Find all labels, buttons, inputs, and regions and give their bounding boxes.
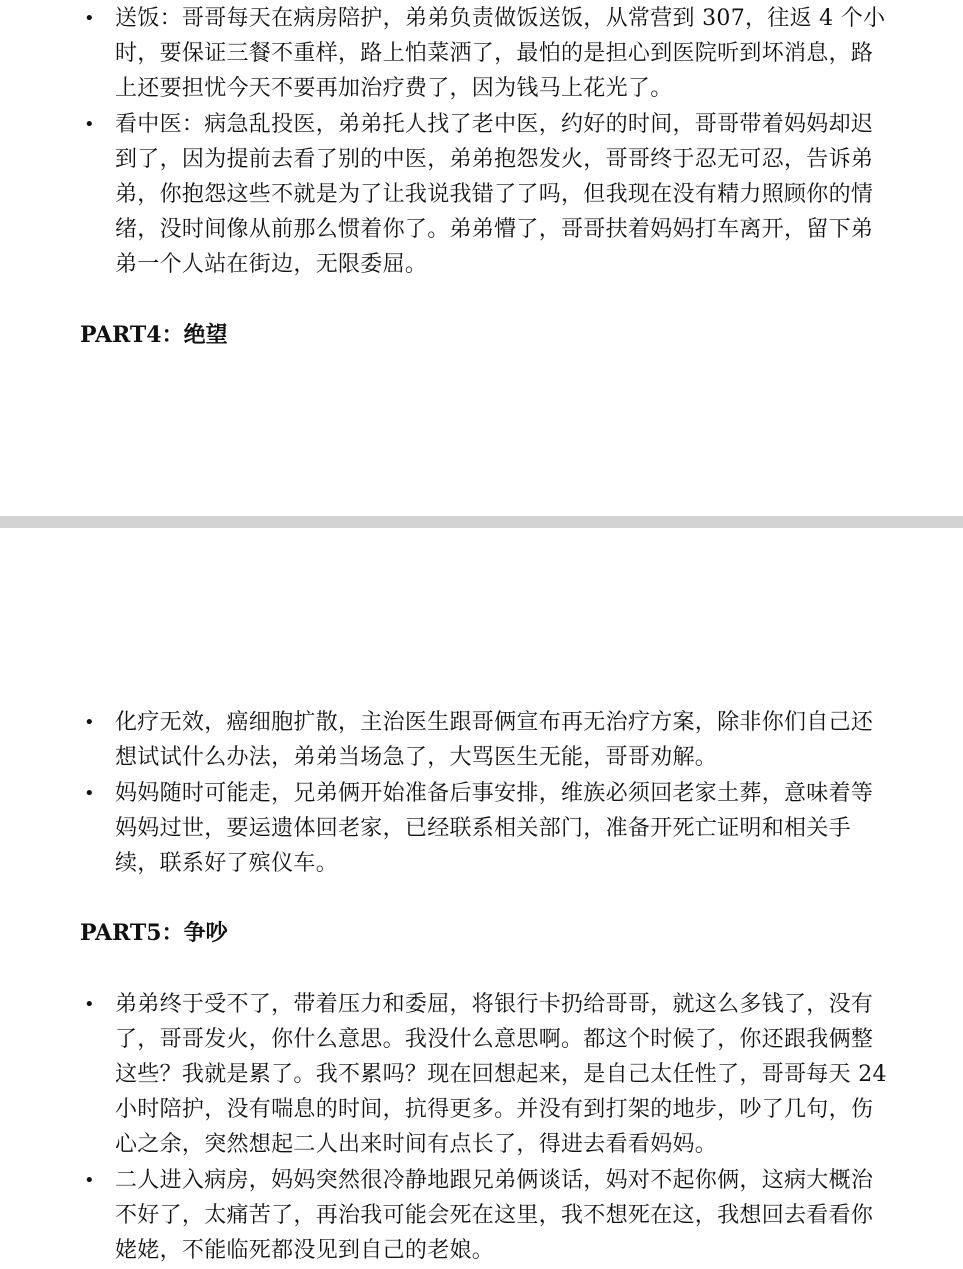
bullet-icon: • bbox=[84, 994, 95, 1015]
bullet-icon: • bbox=[84, 8, 95, 29]
list-item bbox=[82, 1163, 894, 1268]
list-item bbox=[82, 1, 894, 106]
bullet-list-part5 bbox=[82, 987, 894, 1269]
list-item bbox=[82, 776, 894, 881]
list-item-text: 二人进入病房，妈妈突然很冷静地跟兄弟俩谈话，妈对不起你俩，这病大概治不好了，太痛苦了，再治我可能会死在这里，我不想死在这，我想回去看看你姥姥，不能临死都没见到自己的老娘。 bbox=[115, 1168, 874, 1263]
bullet-icon: • bbox=[84, 712, 95, 733]
part5-heading: PART5：争吵 bbox=[80, 920, 228, 946]
part4-heading: PART4：绝望 bbox=[80, 322, 228, 348]
list-item-text: 弟弟终于受不了，带着压力和委屈，将银行卡扔给哥哥，就这么多钱了，没有了，哥哥发火，你什么意思。我没什么意思啊。都这个时候了，你还跟我俩整这些？我就是累了。我不累吗？现在回想起来，是自己太任性了，哥哥每天 24 小时陪护，没有喘息的时间，抗得更多。并没有到打架的地步，吵了几句，伤心之余，突然想起二人出来时间有点长了，得进去看看妈妈。 bbox=[115, 992, 887, 1157]
bullet-icon: • bbox=[84, 1170, 95, 1191]
list-item bbox=[82, 107, 894, 282]
list-item bbox=[82, 705, 894, 775]
bullet-icon: • bbox=[84, 114, 95, 135]
document-page-2 bbox=[0, 528, 963, 1269]
list-item-text: 妈妈随时可能走，兄弟俩开始准备后事安排，维族必须回老家土葬，意味着等妈妈过世，要运遗体回老家，已经联系相关部门，准备开死亡证明和相关手续，联系好了殡仪车。 bbox=[115, 781, 874, 876]
bullet-icon: • bbox=[84, 783, 95, 804]
list-item-text: 看中医：病急乱投医，弟弟托人找了老中医，约好的时间，哥哥带着妈妈却迟到了，因为提前去看了别的中医，弟弟抱怨发火，哥哥终于忍无可忍，告诉弟弟，你抱怨这些不就是为了让我说我错了了吗，但我现在没有精力照顾你的情绪，没时间像从前那么惯着你了。弟弟懵了，哥哥扶着妈妈打车离开，留下弟弟一个人站在街边，无限委屈。 bbox=[115, 112, 874, 277]
bullet-list-part3 bbox=[82, 1, 894, 283]
bullet-list-part4 bbox=[82, 705, 894, 882]
list-item-text: 化疗无效，癌细胞扩散，主治医生跟哥俩宣布再无治疗方案，除非你们自己还想试试什么办法，弟弟当场急了，大骂医生无能，哥哥劝解。 bbox=[115, 710, 874, 770]
document-page-1 bbox=[0, 0, 963, 516]
list-item-text: 送饭：哥哥每天在病房陪护，弟弟负责做饭送饭，从常营到 307，往返 4 个小时，要保证三餐不重样，路上怕菜洒了，最怕的是担心到医院听到坏消息，路上还要担忧今天不要再加治疗费了，因为钱马上花光了。 bbox=[115, 6, 886, 101]
list-item bbox=[82, 987, 894, 1162]
page-separator bbox=[0, 516, 963, 528]
